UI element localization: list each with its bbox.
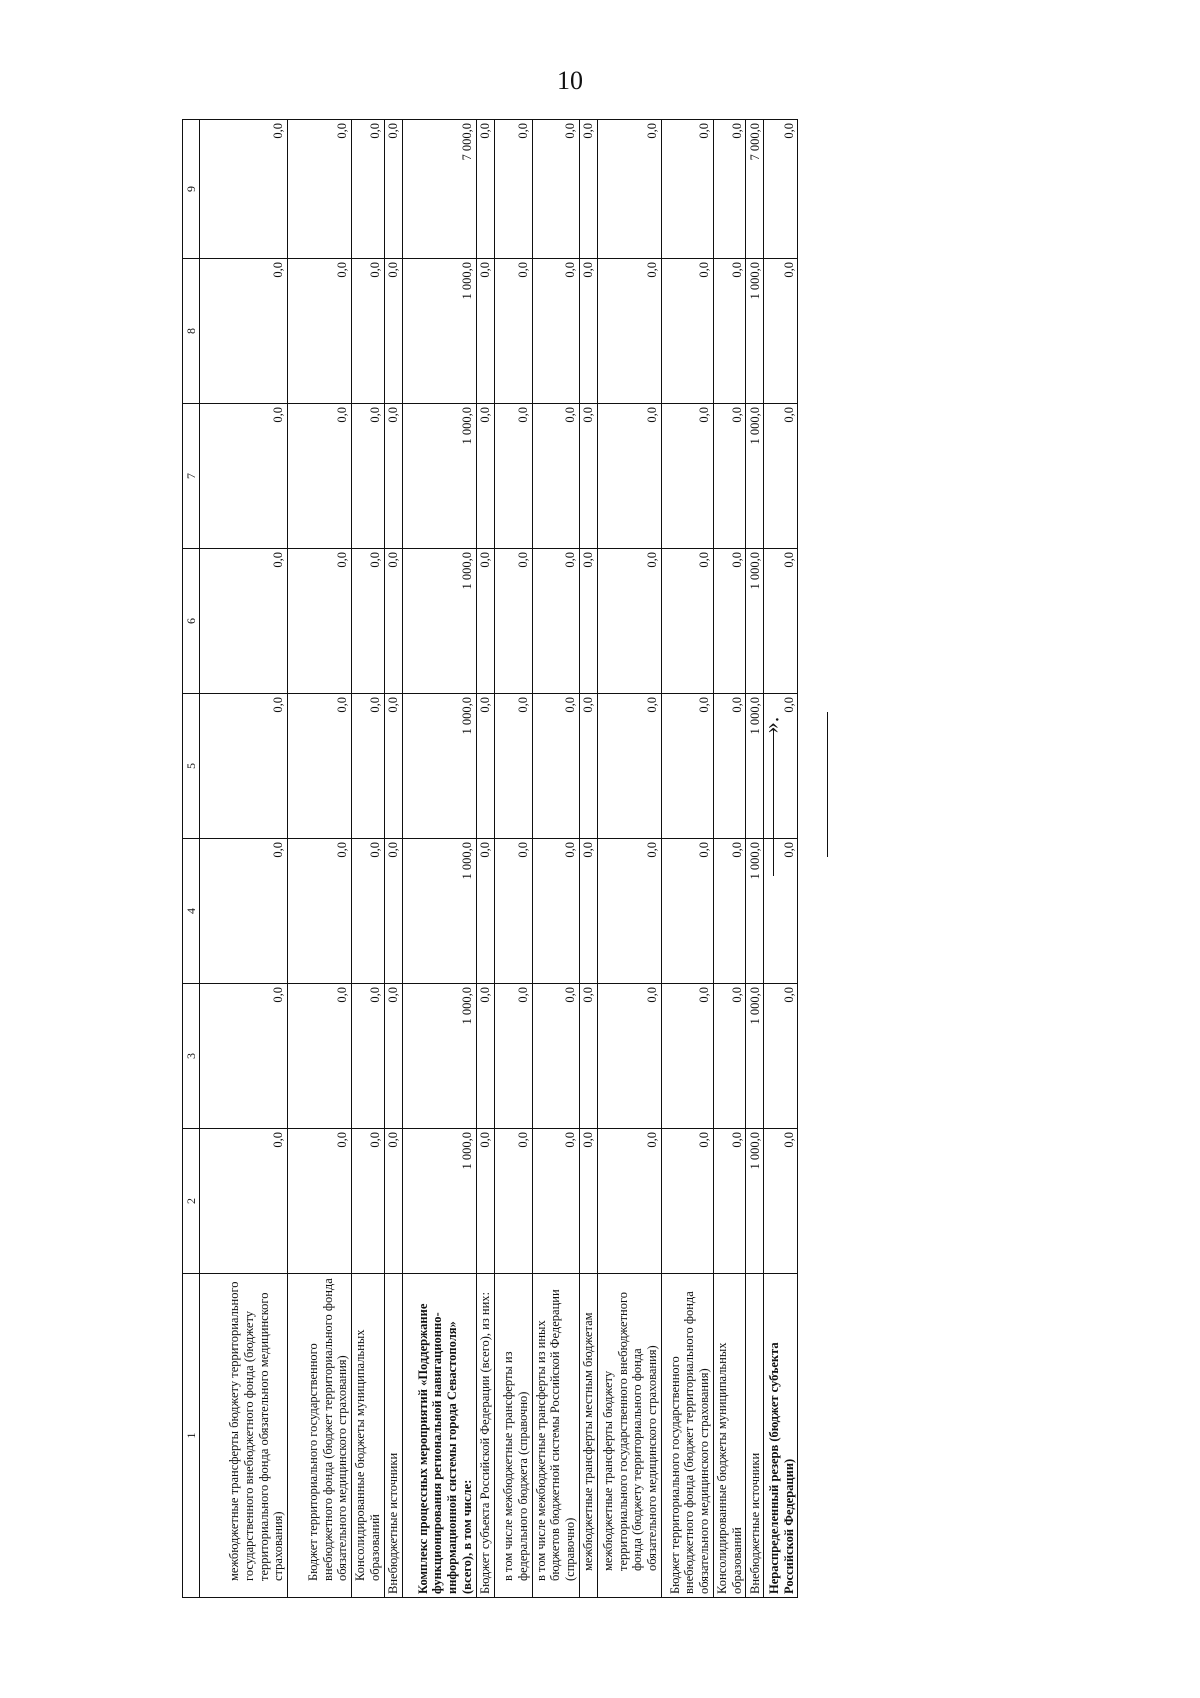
value-cell: 1 000,0 [402, 404, 476, 549]
value-cell: 0,0 [352, 259, 385, 404]
value-cell: 0,0 [579, 839, 597, 984]
row-label: Внебюджетные источники [746, 1274, 764, 1598]
row-label: Нераспределенный резерв (бюджет субъекта Российской Федерации) [764, 1274, 798, 1598]
value-cell: 1 000,0 [402, 259, 476, 404]
column-number-cell: 2 [183, 1129, 200, 1274]
table-row [579, 120, 597, 1598]
value-cell: 0,0 [661, 404, 713, 549]
row-label: Бюджет территориального государственного внебюджетного фонда (бюджет территориального фонда обязательного медицинского страхования) [661, 1274, 713, 1598]
value-cell: 1 000,0 [746, 549, 764, 694]
value-cell: 0,0 [532, 694, 579, 839]
value-cell: 0,0 [476, 120, 494, 259]
budget-table [182, 119, 798, 1598]
value-cell: 0,0 [288, 984, 352, 1129]
value-cell: 0,0 [661, 694, 713, 839]
table-row [402, 120, 476, 1598]
table-row [352, 120, 385, 1598]
value-cell: 0,0 [713, 694, 746, 839]
column-number-cell: 8 [183, 259, 200, 404]
value-cell: 0,0 [764, 549, 798, 694]
value-cell: 1 000,0 [746, 694, 764, 839]
value-cell: 0,0 [352, 120, 385, 259]
value-cell: 0,0 [200, 694, 288, 839]
value-cell: 0,0 [532, 839, 579, 984]
value-cell: 0,0 [597, 259, 661, 404]
row-label: Бюджет субъекта Российской Федерации (всего), из них: [476, 1274, 494, 1598]
value-cell: 0,0 [384, 120, 402, 259]
value-cell: 0,0 [384, 839, 402, 984]
column-number-cell: 9 [183, 120, 200, 259]
value-cell: 0,0 [476, 1129, 494, 1274]
value-cell: 1 000,0 [402, 549, 476, 694]
row-label: в том числе межбюджетные трансферты из иных бюджетов бюджетной системы Российской Федерации (справочно) [532, 1274, 579, 1598]
value-cell: 0,0 [764, 259, 798, 404]
value-cell: 0,0 [476, 259, 494, 404]
value-cell: 0,0 [661, 259, 713, 404]
value-cell: 0,0 [661, 984, 713, 1129]
value-cell: 0,0 [494, 549, 532, 694]
value-cell: 0,0 [494, 839, 532, 984]
table-row [288, 120, 352, 1598]
value-cell: 7 000,0 [746, 120, 764, 259]
value-cell: 0,0 [597, 120, 661, 259]
value-cell: 0,0 [597, 1129, 661, 1274]
value-cell: 0,0 [532, 984, 579, 1129]
value-cell: 0,0 [764, 839, 798, 984]
value-cell: 0,0 [532, 404, 579, 549]
table-row [764, 120, 798, 1598]
value-cell: 0,0 [384, 549, 402, 694]
value-cell: 0,0 [200, 549, 288, 694]
column-number-cell: 6 [183, 549, 200, 694]
row-label: Внебюджетные источники [384, 1274, 402, 1598]
row-label: Консолидированные бюджеты муниципальных образований [713, 1274, 746, 1598]
value-cell: 0,0 [713, 120, 746, 259]
value-cell: 0,0 [532, 120, 579, 259]
value-cell: 0,0 [532, 259, 579, 404]
value-cell: 0,0 [476, 404, 494, 549]
table-row [532, 120, 579, 1598]
value-cell: 0,0 [579, 404, 597, 549]
value-cell: 0,0 [200, 984, 288, 1129]
value-cell: 0,0 [352, 1129, 385, 1274]
value-cell: 1 000,0 [746, 404, 764, 549]
value-cell: 0,0 [200, 1129, 288, 1274]
value-cell: 0,0 [597, 404, 661, 549]
value-cell: 0,0 [476, 549, 494, 694]
value-cell: 0,0 [532, 549, 579, 694]
value-cell: 0,0 [288, 1129, 352, 1274]
column-number-cell: 7 [183, 404, 200, 549]
value-cell: 0,0 [597, 839, 661, 984]
row-label: в том числе межбюджетные трансферты из федерального бюджета (справочно) [494, 1274, 532, 1598]
value-cell: 0,0 [352, 984, 385, 1129]
value-cell: 0,0 [288, 404, 352, 549]
value-cell: 0,0 [288, 839, 352, 984]
table-row [200, 120, 288, 1598]
value-cell: 0,0 [494, 694, 532, 839]
value-cell: 1 000,0 [746, 259, 764, 404]
column-number-row [183, 120, 200, 1598]
table-row [476, 120, 494, 1598]
column-number-cell: 4 [183, 839, 200, 984]
value-cell: 0,0 [352, 694, 385, 839]
value-cell: 0,0 [352, 549, 385, 694]
value-cell: 0,0 [288, 549, 352, 694]
value-cell: 0,0 [764, 984, 798, 1129]
value-cell: 0,0 [579, 120, 597, 259]
value-cell: 1 000,0 [746, 1129, 764, 1274]
table-row [746, 120, 764, 1598]
value-cell: 0,0 [597, 549, 661, 694]
row-label: Консолидированные бюджеты муниципальных образований [352, 1274, 385, 1598]
value-cell: 0,0 [579, 694, 597, 839]
column-number-cell: 3 [183, 984, 200, 1129]
value-cell: 0,0 [661, 839, 713, 984]
value-cell: 1 000,0 [402, 984, 476, 1129]
value-cell: 1 000,0 [402, 839, 476, 984]
separator-line [827, 712, 828, 857]
value-cell: 0,0 [579, 259, 597, 404]
value-cell: 0,0 [661, 120, 713, 259]
separator-line [773, 730, 774, 876]
value-cell: 0,0 [713, 404, 746, 549]
value-cell: 0,0 [764, 694, 798, 839]
table-row [713, 120, 746, 1598]
value-cell: 0,0 [352, 839, 385, 984]
value-cell: 0,0 [713, 984, 746, 1129]
value-cell: 0,0 [476, 694, 494, 839]
value-cell: 0,0 [494, 404, 532, 549]
table-row [384, 120, 402, 1598]
value-cell: 0,0 [597, 984, 661, 1129]
value-cell: 0,0 [713, 259, 746, 404]
value-cell: 0,0 [579, 549, 597, 694]
value-cell: 0,0 [764, 120, 798, 259]
value-cell: 0,0 [200, 839, 288, 984]
row-label: Бюджет территориального государственного внебюджетного фонда (бюджет территориального фонда обязательного медицинского страхования) [288, 1274, 352, 1598]
value-cell: 0,0 [579, 1129, 597, 1274]
value-cell: 0,0 [288, 694, 352, 839]
row-label: межбюджетные трансферты бюджету территориального государственного внебюджетного фонда (бюджету территориального фонда обязательного медицинского страхования) [597, 1274, 661, 1598]
value-cell: 0,0 [384, 404, 402, 549]
value-cell: 0,0 [597, 694, 661, 839]
value-cell: 1 000,0 [746, 984, 764, 1129]
value-cell: 0,0 [713, 839, 746, 984]
value-cell: 0,0 [713, 549, 746, 694]
value-cell: 0,0 [476, 839, 494, 984]
table-row [661, 120, 713, 1598]
rotated-table-container [182, 120, 796, 1598]
value-cell: 1 000,0 [402, 694, 476, 839]
value-cell: 0,0 [288, 120, 352, 259]
table-body [200, 120, 798, 1598]
value-cell: 0,0 [764, 404, 798, 549]
value-cell: 0,0 [494, 120, 532, 259]
column-number-cell: 5 [183, 694, 200, 839]
value-cell: 1 000,0 [746, 839, 764, 984]
value-cell: 0,0 [661, 1129, 713, 1274]
table-row [597, 120, 661, 1598]
value-cell: 0,0 [384, 259, 402, 404]
closing-quote-mark: ». [758, 716, 784, 734]
row-label: межбюджетные трансферты местным бюджетам [579, 1274, 597, 1598]
value-cell: 0,0 [200, 259, 288, 404]
value-cell: 0,0 [494, 1129, 532, 1274]
value-cell: 1 000,0 [402, 1129, 476, 1274]
value-cell: 0,0 [476, 984, 494, 1129]
row-label: Комплекс процессных мероприятий «Поддержание функционирования региональной навигационно-информационной системы города Севастополя» (всего), в том числе: [402, 1274, 476, 1598]
table-row [494, 120, 532, 1598]
value-cell: 0,0 [352, 404, 385, 549]
value-cell: 0,0 [494, 984, 532, 1129]
value-cell: 0,0 [200, 120, 288, 259]
column-number-cell: 1 [183, 1274, 200, 1598]
value-cell: 0,0 [200, 404, 288, 549]
value-cell: 0,0 [288, 259, 352, 404]
value-cell: 0,0 [764, 1129, 798, 1274]
page-number: 10 [557, 66, 583, 95]
value-cell: 0,0 [713, 1129, 746, 1274]
value-cell: 0,0 [384, 984, 402, 1129]
value-cell: 0,0 [661, 549, 713, 694]
value-cell: 0,0 [384, 694, 402, 839]
value-cell: 0,0 [384, 1129, 402, 1274]
value-cell: 0,0 [494, 259, 532, 404]
value-cell: 0,0 [579, 984, 597, 1129]
value-cell: 7 000,0 [402, 120, 476, 259]
row-label: межбюджетные трансферты бюджету территориального государственного внебюджетного фонда (бюджету территориального фонда обязательного медицинского страхования) [200, 1274, 288, 1598]
value-cell: 0,0 [532, 1129, 579, 1274]
